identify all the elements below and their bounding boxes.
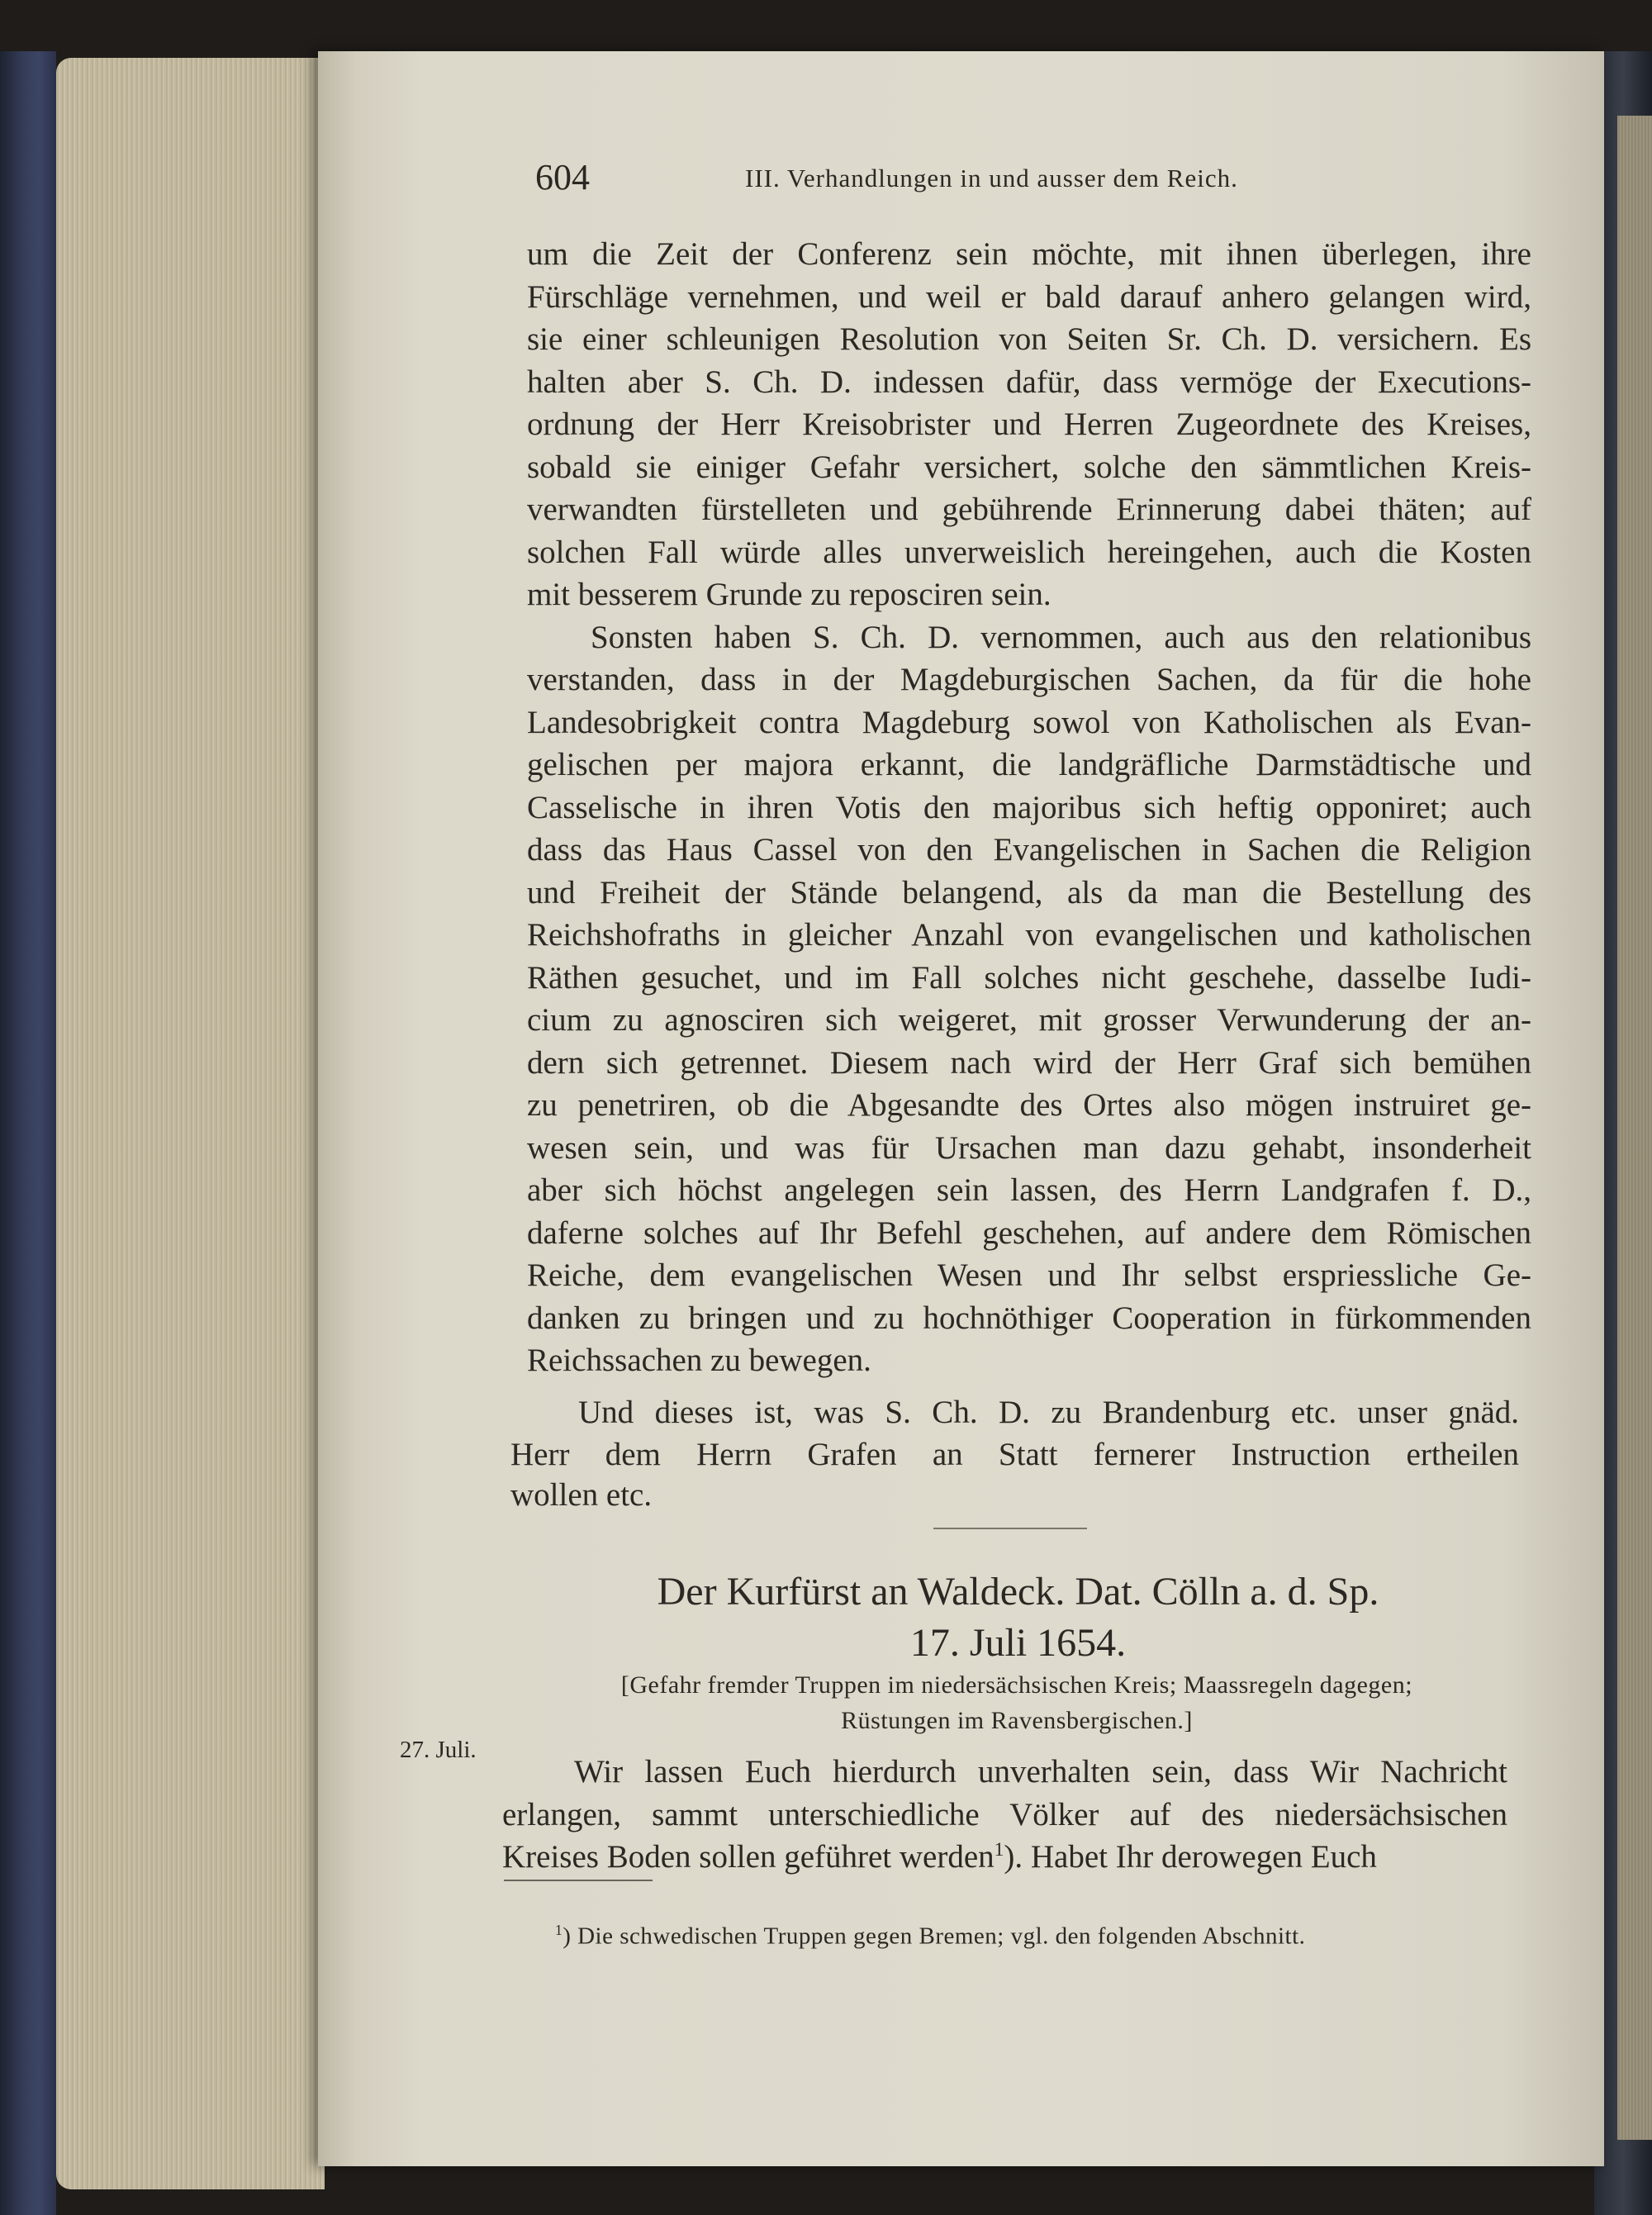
- body-line: verwandten fürstelleten und gebührende Erinnerung dabei thäten; auf: [527, 492, 1531, 527]
- letter-line-text: Kreises Boden sollen geführet werden: [502, 1839, 995, 1875]
- body-line: Reiche, dem evangelischen Wesen und Ihr selbst erspriessliche Ge-: [527, 1257, 1531, 1293]
- body-line: gelischen per majora erkannt, die landgräfliche Darmstädtische und: [527, 747, 1531, 782]
- footnote-ref: 1: [994, 1839, 1004, 1861]
- facing-page-edge: [1617, 116, 1652, 2140]
- body-line: aber sich höchst angelegen sein lassen, des Herrn Landgrafen f. D.,: [527, 1172, 1531, 1208]
- body-line: sobald sie einiger Gefahr versichert, solche den sämmtlichen Kreis-: [527, 449, 1531, 485]
- body-line: Sonsten haben S. Ch. D. vernommen, auch aus den relationibus: [591, 620, 1531, 655]
- body-line: um die Zeit der Conferenz sein möchte, mit ihnen überlegen, ihre: [527, 236, 1531, 272]
- body-line: daferne solches auf Ihr Befehl geschehen, auf andere dem Römischen: [527, 1215, 1531, 1251]
- section-separator: [933, 1528, 1087, 1529]
- body-line: sie einer schleunigen Resolution von Seiten Sr. Ch. D. versichern. Es: [527, 321, 1531, 357]
- body-line: Reichssachen zu bewegen.: [527, 1343, 871, 1378]
- body-line: dern sich getrennet. Diesem nach wird der Herr Graf sich bemühen: [527, 1045, 1531, 1081]
- page-block-edges: [56, 58, 325, 2189]
- body-line: mit besserem Grunde zu reposciren sein.: [527, 577, 1051, 612]
- letter-date: 17. Juli 1654.: [909, 1621, 1127, 1665]
- body-line: Herr dem Herrn Grafen an Statt fernerer Instruction ertheilen: [510, 1437, 1519, 1472]
- footnote-text: ) Die schwedischen Truppen gegen Bremen; vgl. den folgenden Abschnitt.: [563, 1923, 1306, 1950]
- running-title: III. Verhandlungen in und ausser dem Reich.: [745, 164, 1238, 193]
- book-cover-edge: [0, 51, 56, 2215]
- body-line: cium zu agnosciren sich weigeret, mit grosser Verwunderung der an-: [527, 1002, 1531, 1038]
- page-number: 604: [535, 157, 590, 197]
- body-line: wollen etc.: [510, 1477, 653, 1513]
- letter-line: Wir lassen Euch hierdurch unverhalten sein, dass Wir Nachricht: [574, 1754, 1507, 1790]
- footnote-rule: [504, 1880, 653, 1881]
- letter-summary: [Gefahr fremder Truppen im niedersächsischen Kreis; Maassregeln dagegen;: [620, 1671, 1413, 1699]
- body-line: Fürschläge vernehmen, und weil er bald darauf anhero gelangen wird,: [527, 279, 1531, 315]
- body-line: Landesobrigkeit contra Magdeburg sowol von Katholischen als Evan-: [527, 705, 1531, 740]
- footnote-marker: 1: [555, 1922, 563, 1938]
- footnote: [555, 1923, 1305, 1949]
- margin-date: 27. Juli.: [400, 1737, 477, 1763]
- body-line: solchen Fall würde alles unverweislich hereingehen, auch die Kosten: [527, 535, 1531, 570]
- letter-summary: Rüstungen im Ravensbergischen.]: [841, 1707, 1193, 1734]
- body-line: und Freiheit der Stände belangend, als da man die Bestellung des: [527, 875, 1531, 910]
- body-line: zu penetriren, ob die Abgesandte des Ortes also mögen instruiret ge-: [527, 1087, 1531, 1123]
- body-line: Casselische in ihren Votis den majoribus sich heftig opponiret; auch: [527, 790, 1531, 825]
- body-line: Räthen gesuchet, und im Fall solches nicht geschehe, dasselbe Iudi-: [527, 960, 1531, 996]
- body-line: halten aber S. Ch. D. indessen dafür, dass vermöge der Executions-: [527, 364, 1531, 400]
- letter-line: [502, 1841, 1377, 1873]
- body-line: dass das Haus Cassel von den Evangelischen in Sachen die Religion: [527, 832, 1531, 867]
- body-line: ordnung der Herr Kreisobrister und Herren Zugeordnete des Kreises,: [527, 406, 1531, 442]
- letter-line: erlangen, sammt unterschiedliche Völker auf des niedersächsischen: [502, 1797, 1507, 1832]
- letter-line-tail: ). Habet Ihr derowegen Euch: [1004, 1839, 1377, 1875]
- body-line: Und dieses ist, was S. Ch. D. zu Brandenburg etc. unser gnäd.: [578, 1395, 1519, 1430]
- body-line: danken zu bringen und zu hochnöthiger Cooperation in fürkommenden: [527, 1300, 1531, 1336]
- body-line: Reichshofraths in gleicher Anzahl von evangelischen und katholischen: [527, 917, 1531, 953]
- body-line: wesen sein, und was für Ursachen man dazu gehabt, insonderheit: [527, 1130, 1531, 1166]
- letter-heading: Der Kurfürst an Waldeck. Dat. Cölln a. d. Sp.: [657, 1570, 1379, 1614]
- body-line: verstanden, dass in der Magdeburgischen Sachen, da für die hohe: [527, 662, 1531, 697]
